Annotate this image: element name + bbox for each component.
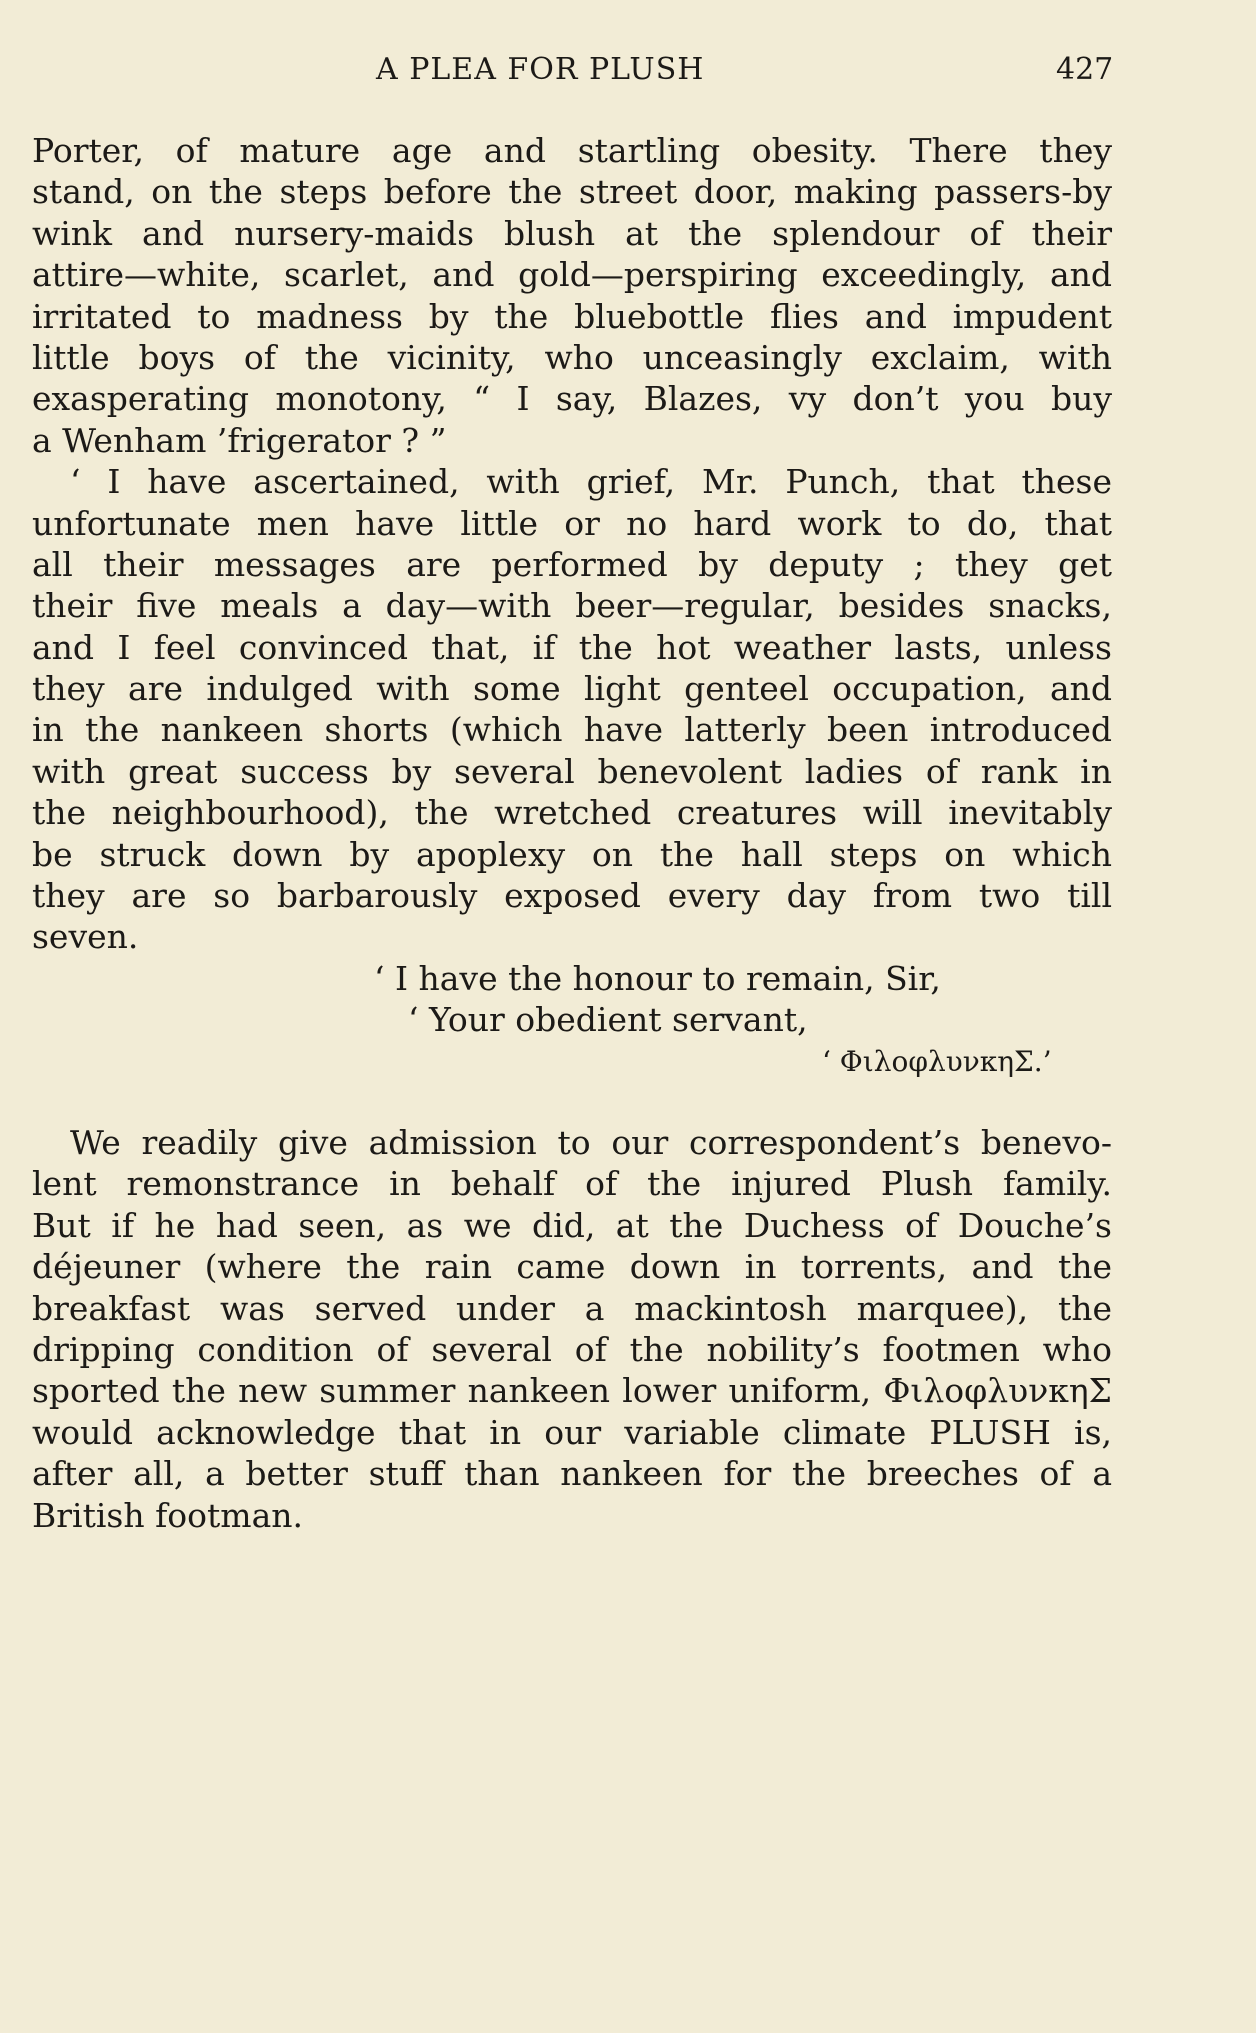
text-line: ‘ I have ascertained, with grief, Mr. Punch, that these [70, 462, 1112, 502]
text-line: their five meals a day—with beer—regular, besides snacks, [32, 586, 1112, 626]
text-line: unfortunate men have little or no hard work to do, that [32, 503, 1112, 543]
text-line: wink and nursery-maids blush at the splendour of their [32, 213, 1112, 253]
text-line: breakfast was served under a mackintosh marquee), the [32, 1288, 1112, 1328]
page-number: 427 [1056, 52, 1114, 87]
text-line: with great success by several benevolent ladies of rank in [32, 751, 1112, 791]
text-line: Porter, of mature age and startling obesity. There they [32, 131, 1112, 170]
running-title: A PLEA FOR PLUSH [376, 52, 705, 87]
text-line: lent remonstrance in behalf of the injured Plush family. [32, 1164, 1112, 1204]
text-line: stand, on the steps before the street door, making passers-by [32, 172, 1112, 212]
text-line: irritated to madness by the bluebottle flies and impudent [32, 296, 1112, 336]
letter-signoff [32, 958, 1112, 1082]
text-line: they are indulged with some light genteel occupation, and [32, 669, 1112, 709]
text-line: seven. [32, 917, 139, 957]
text-line: a Wenham ’frigerator ? ” [32, 420, 447, 460]
text-line: exasperating monotony, “ I say, Blazes, vy don’t you buy [32, 379, 1112, 419]
text-line: would acknowledge that in our variable climate PLUSH is, [32, 1412, 1112, 1452]
text-line: be struck down by apoplexy on the hall steps on which [32, 834, 1112, 874]
paragraph-2 [32, 461, 1112, 958]
signoff-line: ‘ I have the honour to remain, Sir, [374, 958, 941, 998]
signoff-line: ‘ Your obedient servant, [408, 1000, 808, 1040]
text-line: dripping condition of several of the nobility’s footmen who [32, 1329, 1112, 1369]
signature: ‘ ΦιλοφλυνκηΣ.’ [822, 1044, 1052, 1078]
text-line: But if he had seen, as we did, at the Duchess of Douche’s [32, 1205, 1112, 1245]
text-line: the neighbourhood), the wretched creatures will inevitably [32, 793, 1112, 833]
text-line: after all, a better stuff than nankeen for the breeches of a [32, 1454, 1112, 1494]
text-line: in the nankeen shorts (which have latterly been introduced [32, 710, 1112, 750]
text-line: déjeuner (where the rain came down in torrents, and the [32, 1247, 1112, 1287]
text-line: little boys of the vicinity, who unceasingly exclaim, with [32, 337, 1112, 377]
paragraph-1 [32, 130, 1112, 461]
text-line: We readily give admission to our correspondent’s benevo- [70, 1122, 1112, 1162]
body-text [32, 130, 1112, 1536]
paragraph-3 [32, 1122, 1112, 1536]
text-line: British footman. [32, 1495, 303, 1535]
text-line: sported the new summer nankeen lower uniform, ΦιλοφλυνκηΣ [32, 1371, 1112, 1411]
text-line: all their messages are performed by deputy ; they get [32, 544, 1112, 584]
text-line: they are so barbarously exposed every day from two till [32, 876, 1112, 916]
text-line: and I feel convinced that, if the hot weather lasts, unless [32, 627, 1112, 667]
paragraph-gap [32, 1082, 1112, 1122]
page-header [0, 52, 1256, 96]
text-line: attire—white, scarlet, and gold—perspiring exceedingly, and [32, 255, 1112, 295]
